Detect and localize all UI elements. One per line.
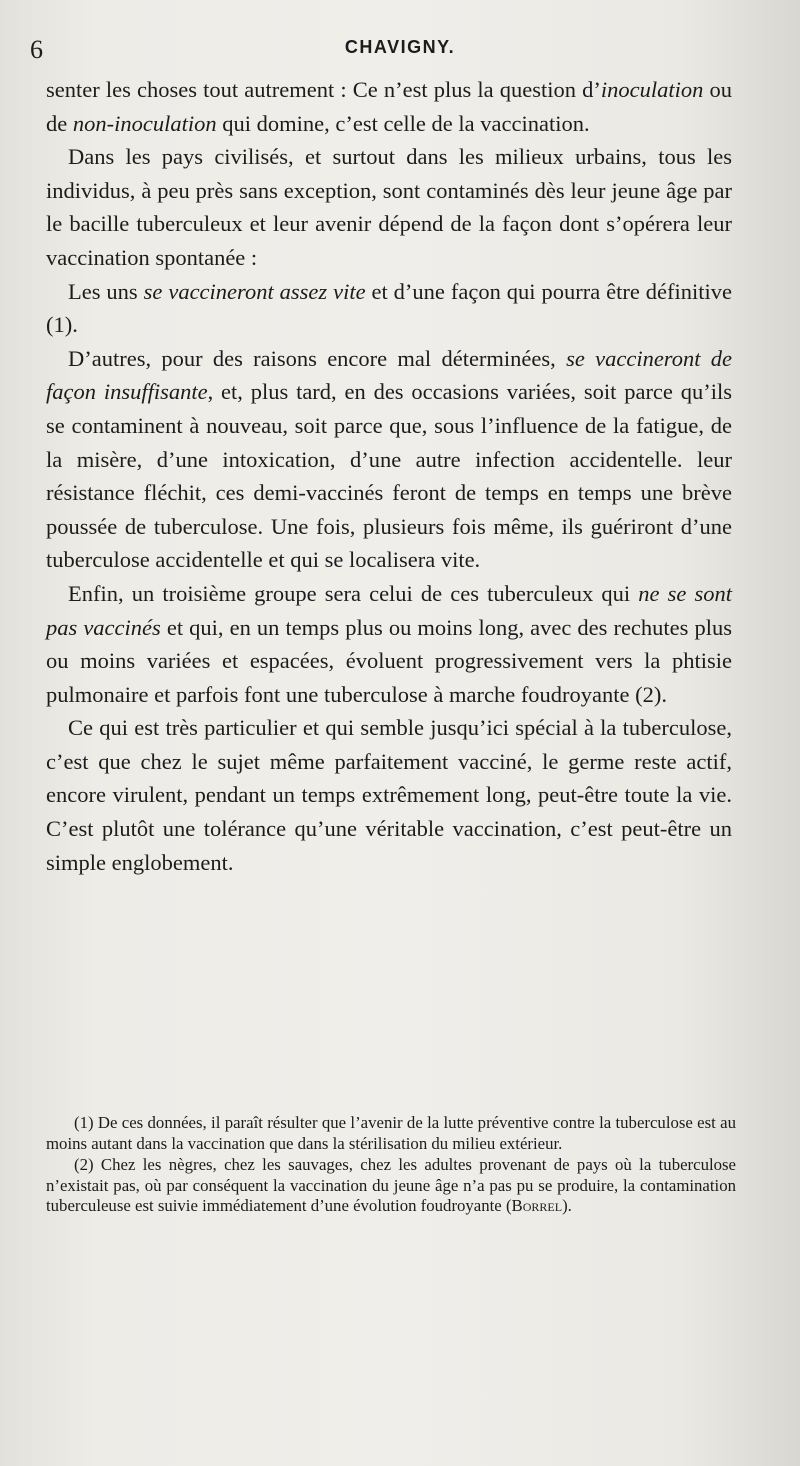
footnote [46,1155,736,1217]
running-head: CHAVIGNY. [344,37,456,57]
page-number: 6 [30,35,43,64]
text-run: et d’une façon qui pourra être définitive (1). [46,278,733,338]
footnote [46,1113,736,1154]
text-run: Enfin, un troisième groupe sera celui de ces tuberculeux qui [68,580,639,606]
body-text [46,73,732,879]
footnotes [46,1113,736,1218]
text-run: (2) Chez les nègres, chez les sauvages, chez les adultes provenant de pays où la tuberculose n’existait pas, où par conséquent la vaccination du jeune âge n’a pas pu se produire, la contamination tuberculeuse est suivie immédiatement d’une évolution foudroyante ( [46,1155,736,1215]
paragraph [46,577,732,711]
paragraph [46,275,732,342]
text-run: Ce qui est très particulier et qui semble jusqu’ici spécial à la tuberculose, c’est que chez le sujet même parfaitement vacciné, le germe reste actif, encore virulent, pendant un temps extrêmement long, peut-être toute la vie. C’est plutôt une tolérance qu’une véritable vaccination, c’est peut-être un simple englobement. [46,715,732,875]
text-run: ou de [46,77,732,136]
italic-text: se vaccineront assez vite [143,278,366,304]
text-run: (1) De ces données, il paraît résulter que l’avenir de la lutte préventive contre la tuberculose est au moins autant dans la vaccination que dans la stérilisation du milieu extérieur. [46,1113,736,1153]
text-run: ). [562,1196,572,1215]
text-run: Les uns [68,278,144,304]
italic-text: inoculation [600,77,704,102]
paragraph [46,711,732,879]
text-run: senter les choses tout autrement : Ce n’est plus la question d’ [46,77,601,102]
italic-text: non-inoculation [72,110,217,136]
text-run: qui domine, c’est celle de la vaccination. [216,110,590,136]
text-run: et qui, en un temps plus ou moins long, avec des rechutes plus ou moins variées et espacées, évoluent progressivement vers la phtisie pulmonaire et parfois font une tuberculose à marche foudroyante (2). [46,614,732,707]
text-run: , et, plus tard, en des occasions variées, soit parce qu’ils se contaminent à nouveau, soit parce que, sous l’influence de la fatigue, de la misère, d’une intoxication, d’une autre infection accidentelle. leur résistance fléchit, ces demi-vaccinés feront de temps en temps une brève poussée de tuberculose. Une fois, plusieurs fois même, ils guériront d’une tuberculose accidentelle et qui se localisera vite. [46,379,732,573]
italic-text: ne se sont pas vaccinés [46,580,732,640]
paragraph [46,140,732,274]
paragraph [46,73,732,140]
text-run: Dans les pays civilisés, et surtout dans les milieux urbains, tous les individus, à peu près sans exception, sont contaminés dès leur jeune âge par le bacille tuberculeux et leur avenir dépend de la façon dont s’opérera leur vaccination spontanée : [46,144,732,270]
page-header [30,33,730,63]
small-caps-text: Borrel [511,1196,563,1215]
italic-text: se vaccineront de façon insuffisante [46,345,732,405]
paragraph [46,342,732,577]
text-run: D’autres, pour des raisons encore mal déterminées, [68,345,567,371]
